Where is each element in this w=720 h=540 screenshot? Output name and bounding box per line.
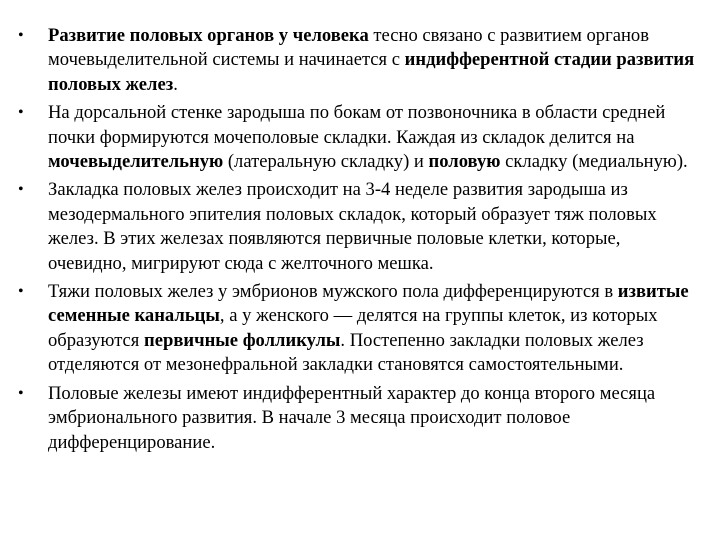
bold-text: Развитие половых органов у человека [48, 25, 369, 46]
bullet-list [12, 24, 702, 459]
body-text: Половые железы имеют индифферентный характер до конца второго месяца эмбрионального развития. В начале 3 месяца происходит половое дифференцирование. [48, 382, 656, 453]
bullet-dot-icon: • [18, 27, 24, 44]
bullet-dot-icon: • [18, 283, 24, 301]
bullet-dot-icon: • [18, 384, 24, 402]
body-text: На дорсальной стенке зародыша по бокам от позвоночника в области средней почки формируются мочеполовые складки. Каждая из складок делится на [48, 102, 666, 148]
bullet-item [12, 382, 702, 455]
body-text: Закладка половых желез происходит на 3-4 неделе развития зародыша из мезодермального эпителия половых складок, который образует тяж половых желез. В этих железах появляются первичные половые клетки, которые, очевидно, мигрируют сюда с желточного мешка. [48, 179, 657, 274]
bullet-dot-icon: • [18, 104, 24, 122]
bold-text: мочевыделительную [48, 151, 224, 173]
bullet-item [12, 178, 702, 276]
bold-text: первичные фолликулы [144, 329, 341, 351]
bold-text: половую [428, 151, 501, 173]
body-text: . Постепенно закладки половых желез отделяются от мезонефральной закладки становятся самостоятельными. [48, 329, 644, 376]
bullet-dot-icon: • [18, 181, 24, 199]
bullet-item [12, 24, 702, 97]
bold-text: индифферентной стадии развития половых желез [48, 49, 695, 95]
body-text: тесно связано с развитием органов мочевыделительной системы и начинается с [48, 25, 650, 71]
body-text: . [173, 73, 178, 95]
body-text: (латеральную складку) и [223, 151, 429, 173]
body-text: складку (медиальную). [500, 151, 688, 173]
bullet-item [12, 280, 702, 378]
body-text: Тяжи половых желез у эмбрионов мужского пола дифференцируются в [48, 281, 618, 303]
bold-text: извитые семенные канальцы [48, 281, 689, 327]
body-text: , а у женского — делятся на группы клеток, из которых образуются [48, 305, 658, 351]
bullet-item [12, 101, 702, 174]
